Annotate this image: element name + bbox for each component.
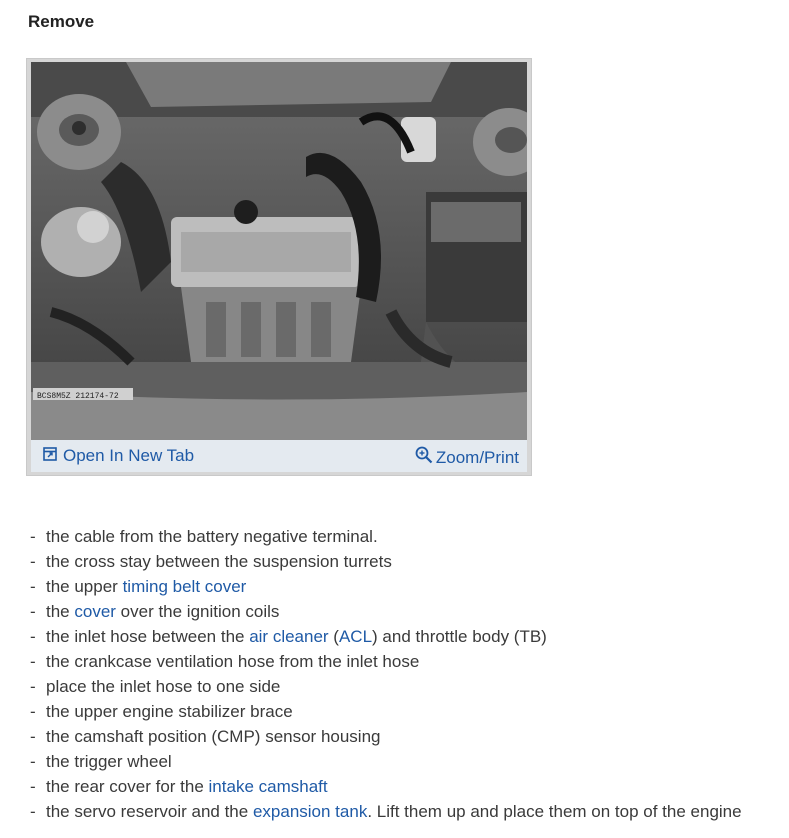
step-text: the crankcase ventilation hose from the inlet hose (46, 652, 420, 671)
engine-bay-image (31, 62, 527, 440)
step-dash: - (30, 527, 36, 546)
step-dash: - (30, 552, 36, 571)
zoom-print-label: Zoom/Print (435, 447, 519, 467)
step-dash: - (30, 627, 36, 646)
step-dash: - (30, 677, 36, 696)
engine-figure (26, 58, 532, 476)
open-in-new-tab-label: Open In New Tab (63, 446, 195, 465)
step-item (30, 774, 742, 799)
step-item (30, 524, 742, 549)
step-dash: - (30, 702, 36, 721)
step-item (30, 624, 742, 649)
step-item (30, 549, 742, 574)
step-item (30, 749, 742, 774)
step-link[interactable]: intake camshaft (208, 777, 328, 796)
step-item (30, 574, 742, 599)
zoom-magnifier-icon (415, 446, 433, 469)
step-text: over the ignition coils (115, 602, 280, 621)
step-dash: - (30, 577, 36, 596)
step-dash: - (30, 652, 36, 671)
step-dash: - (30, 602, 36, 621)
step-item (30, 799, 742, 824)
figure-toolbar (31, 440, 527, 472)
removal-steps-list (30, 524, 742, 824)
step-link[interactable]: cover (74, 602, 116, 621)
step-text: ( (328, 627, 339, 646)
step-dash: - (30, 802, 36, 821)
section-heading: Remove (28, 12, 95, 31)
step-text: the upper (46, 577, 123, 596)
step-text: . Lift them up and place them on top of the engine (367, 802, 742, 821)
step-text: ) and throttle body (TB) (372, 627, 547, 646)
open-in-new-tab-link[interactable] (43, 446, 194, 466)
step-link[interactable]: timing belt cover (122, 577, 247, 596)
step-dash: - (30, 727, 36, 746)
step-text: the cross stay between the suspension turrets (46, 552, 392, 571)
step-dash: - (30, 777, 36, 796)
zoom-print-link[interactable] (415, 446, 519, 469)
photo-code-label: BCS8M5Z 212174-72 (37, 392, 119, 401)
step-text: the rear cover for the (46, 777, 209, 796)
step-text: the upper engine stabilizer brace (46, 702, 293, 721)
step-text: the camshaft position (CMP) sensor housing (46, 727, 381, 746)
step-text: the inlet hose between the (46, 627, 250, 646)
engine-bay-photo[interactable] (31, 62, 527, 440)
step-item (30, 599, 742, 624)
step-link[interactable]: ACL (338, 627, 373, 646)
open-in-new-tab-icon (43, 446, 57, 466)
step-text: the trigger wheel (46, 752, 172, 771)
step-text: the (46, 602, 75, 621)
step-text: the cable from the battery negative terminal. (46, 527, 378, 546)
step-link[interactable]: air cleaner (249, 627, 329, 646)
step-link[interactable]: expansion tank (252, 802, 368, 821)
step-item (30, 699, 742, 724)
step-item (30, 724, 742, 749)
step-item (30, 674, 742, 699)
step-text: place the inlet hose to one side (46, 677, 281, 696)
step-item (30, 649, 742, 674)
step-dash: - (30, 752, 36, 771)
step-text: the servo reservoir and the (46, 802, 253, 821)
